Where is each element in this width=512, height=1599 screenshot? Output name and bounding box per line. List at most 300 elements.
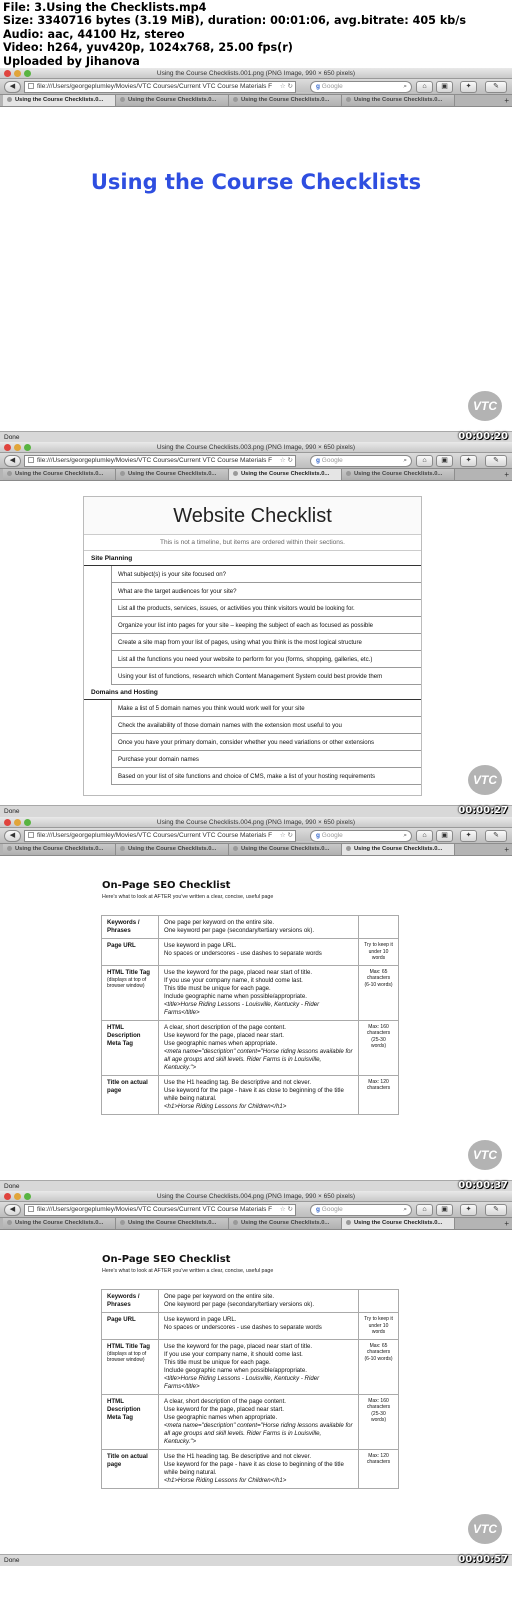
tab-label: Using the Course Checklists.0...	[128, 97, 217, 103]
home-icon: ⌂	[422, 457, 427, 464]
address-bar[interactable]	[24, 455, 296, 467]
seo-row-guidance-cell	[159, 1339, 359, 1394]
seo-row-text-line: <meta name="description" content="Horse riding lessons available for all age groups and skill levels. Rider Farms is in Louisville, Kentucky.">	[164, 1421, 353, 1445]
seo-row-text-line: One keyword per page (secondary/tertiary versions ok).	[164, 927, 315, 934]
status-text: Done	[4, 1183, 20, 1190]
frame-timestamp: 00:00:37	[458, 1180, 508, 1191]
seo-row-limit-cell	[359, 1313, 399, 1340]
seo-row-guidance-cell	[159, 1290, 359, 1313]
seo-row-text-line: If you use your company name, it should come last.	[164, 976, 303, 984]
window-controls	[4, 70, 31, 77]
tab-label: Using the Course Checklists.0...	[354, 471, 443, 477]
checklist-section-heading: Site Planning	[84, 551, 421, 566]
seo-row-limit: Max: 120 characters	[366, 1078, 391, 1091]
seo-row-text-line: Use geographic names when appropriate.	[164, 1413, 278, 1421]
navigation-toolbar	[0, 1202, 512, 1218]
seo-row-guidance-cell	[159, 965, 359, 1020]
table-row	[102, 1290, 399, 1313]
window-titlebar	[0, 442, 512, 453]
home-icon: ⌂	[422, 832, 427, 839]
reload-icon[interactable]: ↻	[287, 1206, 293, 1213]
navigation-toolbar	[0, 79, 512, 95]
seo-checklist-table	[101, 1289, 399, 1489]
seo-checklist-title: On-Page SEO Checklist	[102, 1254, 231, 1265]
address-bar[interactable]	[24, 81, 296, 93]
home-button[interactable]	[416, 830, 433, 842]
tools-icon: ✎	[493, 457, 499, 464]
frame-timestamp: 00:00:27	[458, 805, 508, 816]
seo-row-label: HTML Title Tag	[107, 968, 150, 976]
search-input[interactable]	[310, 81, 412, 93]
home-icon: ⌂	[422, 83, 427, 90]
tab-favicon-icon	[346, 846, 351, 851]
tab-favicon-icon	[233, 97, 238, 102]
zoom-window-button[interactable]	[24, 444, 31, 451]
bookmarks-menu-button[interactable]	[436, 830, 453, 842]
seo-row-label: HTML Description Meta Tag	[107, 1023, 141, 1047]
seo-row-label: Title on actual page	[107, 1078, 148, 1094]
back-arrow-icon: ◀	[9, 832, 16, 839]
address-bar[interactable]	[24, 1204, 296, 1216]
window-controls	[4, 1193, 31, 1200]
seo-row-label-cell	[102, 1339, 159, 1394]
puzzle-icon: ✦	[465, 1206, 472, 1213]
seo-row-limit-cell	[359, 1394, 399, 1449]
address-bar-url: file:///Users/georgeplumley/Movies/VTC Courses/Current VTC Course Materials F	[37, 1206, 273, 1213]
browser-content	[0, 108, 512, 431]
seo-checklist-subtitle: Here's what to look at AFTER you've written a clear, concise, useful page	[102, 1268, 274, 1274]
back-arrow-icon: ◀	[9, 83, 16, 90]
tab-strip	[0, 95, 512, 107]
bookmarks-icon: ▣	[441, 83, 448, 90]
seo-checklist-title: On-Page SEO Checklist	[102, 880, 231, 891]
zoom-window-button[interactable]	[24, 819, 31, 826]
status-text: Done	[4, 1557, 20, 1564]
checklist-item: Using your list of functions, research which Content Management System could best provide them	[111, 668, 421, 685]
file-name: File: 3.Using the Checklists.mp4	[3, 1, 207, 14]
video-info-header	[0, 0, 512, 68]
video-info: Video: h264, yuv420p, 1024x768, 25.00 fps(r)	[3, 41, 293, 55]
browser-tab[interactable]	[229, 844, 342, 855]
seo-row-guidance-cell	[159, 1394, 359, 1449]
tab-label: Using the Course Checklists.0...	[128, 1220, 217, 1226]
close-window-button[interactable]	[4, 70, 11, 77]
checklist-subtitle: This is not a timeline, but items are ordered within their sections.	[84, 535, 421, 551]
browser-tab[interactable]	[229, 1218, 342, 1229]
seo-row-guidance-cell	[159, 1313, 359, 1340]
checklist-section-heading: Domains and Hosting	[84, 685, 421, 700]
seo-row-text-line: Include geographic name when possible/appropriate.	[164, 1366, 307, 1374]
zoom-window-button[interactable]	[24, 70, 31, 77]
new-tab-icon[interactable]: +	[504, 96, 509, 105]
browser-tab[interactable]	[3, 844, 116, 855]
bookmark-star-icon[interactable]: ☆	[279, 1206, 286, 1213]
seo-row-text-line: Use the keyword for the page, placed near start of title.	[164, 968, 313, 976]
seo-row-text-line: Use keyword for the page - have it as close to beginning of the title while being natural.	[164, 1086, 344, 1102]
page-favicon-icon	[28, 457, 34, 463]
checklist-item: Once you have your primary domain, consider whether you need variations or other extensions	[111, 734, 421, 751]
seo-row-limit: Try to keep it under 10 words	[364, 942, 393, 961]
table-row	[102, 965, 399, 1020]
bookmarks-icon: ▣	[441, 832, 448, 839]
seo-row-label: HTML Title Tag	[107, 1342, 150, 1350]
tools-menu-button[interactable]	[485, 455, 507, 467]
page-favicon-icon	[28, 83, 34, 89]
extensions-button[interactable]	[460, 81, 477, 93]
puzzle-icon: ✦	[465, 457, 472, 464]
table-row	[102, 1339, 399, 1394]
table-row	[102, 1449, 399, 1488]
seo-row-text-line: One page per keyword on the entire site.	[164, 919, 275, 926]
tab-favicon-icon	[120, 471, 125, 476]
seo-row-note: (displays at top of browser window)	[107, 976, 147, 989]
tab-label: Using the Course Checklists.0...	[241, 471, 330, 477]
table-row	[102, 1313, 399, 1340]
frame-timestamp: 00:00:20	[458, 431, 508, 442]
address-bar-actions	[280, 831, 293, 841]
table-row	[102, 1020, 399, 1075]
tab-favicon-icon	[233, 1220, 238, 1225]
minimize-window-button[interactable]	[14, 819, 21, 826]
seo-row-text-line: No spaces or underscores - use dashes to separate words	[164, 1324, 322, 1331]
slide-heading: Using the Course Checklists	[90, 170, 422, 194]
tab-strip	[0, 469, 512, 481]
seo-row-limit-cell	[359, 965, 399, 1020]
seo-row-text-line: Use the H1 heading tag. Be descriptive and not clever.	[164, 1078, 312, 1086]
seo-row-label-cell	[102, 1020, 159, 1075]
status-bar	[0, 1554, 512, 1566]
checklist-item: List all the products, services, issues, or activities you think visitors would be looking for.	[111, 600, 421, 617]
table-row	[102, 939, 399, 966]
seo-row-guidance-cell	[159, 1449, 359, 1488]
browser-tab[interactable]	[342, 469, 455, 480]
navigation-toolbar	[0, 828, 512, 844]
table-row	[102, 1394, 399, 1449]
seo-row-limit: Max: 160 characters (25-30 words)	[366, 1023, 391, 1049]
seo-row-text-line: <h1>Horse Riding Lessons for Children</h1>	[164, 1102, 287, 1110]
seo-row-text-line: Use the H1 heading tag. Be descriptive and not clever.	[164, 1452, 312, 1460]
window-title: Using the Course Checklists.001.png (PNG Image, 990 × 650 pixels)	[156, 70, 356, 77]
google-logo-icon: g	[316, 457, 320, 464]
bookmarks-menu-button[interactable]	[436, 81, 453, 93]
search-input[interactable]	[310, 1204, 412, 1216]
tools-icon: ✎	[493, 83, 499, 90]
seo-checklist-subtitle: Here's what to look at AFTER you've written a clear, concise, useful page	[102, 894, 274, 900]
seo-row-label: Keywords / Phrases	[107, 1293, 140, 1308]
google-logo-icon: g	[316, 83, 320, 90]
seo-row-limit-cell	[359, 916, 399, 939]
tools-icon: ✎	[493, 1206, 499, 1213]
seo-row-label: Page URL	[107, 942, 136, 949]
home-button[interactable]	[416, 81, 433, 93]
video-frame	[0, 442, 512, 817]
search-icon[interactable]: ⌕	[403, 457, 407, 464]
seo-row-label-cell	[102, 916, 159, 939]
vtc-logo: VTC	[468, 1514, 502, 1544]
puzzle-icon: ✦	[465, 83, 472, 90]
checklist-title: Website Checklist	[84, 497, 421, 535]
window-titlebar	[0, 1191, 512, 1202]
search-icon[interactable]: ⌕	[403, 832, 407, 839]
seo-row-label: Keywords / Phrases	[107, 919, 140, 934]
tools-menu-button[interactable]	[485, 81, 507, 93]
checklist-item: List all the functions you need your website to perform for you (forms, shopping, galleries, etc.)	[111, 651, 421, 668]
file-size: Size: 3340716 bytes (3.19 MiB), duration: 00:01:06, avg.bitrate: 405 kb/s	[3, 14, 467, 28]
back-button[interactable]	[4, 81, 21, 93]
page-favicon-icon	[28, 832, 34, 838]
close-window-button[interactable]	[4, 1193, 11, 1200]
bookmarks-menu-button[interactable]	[436, 1204, 453, 1216]
tab-label: Using the Course Checklists.0...	[354, 846, 443, 852]
tab-label: Using the Course Checklists.0...	[241, 846, 330, 852]
puzzle-icon: ✦	[465, 832, 472, 839]
bookmark-star-icon[interactable]: ☆	[279, 457, 286, 464]
seo-row-text-line: <meta name="description" content="Horse riding lessons available for all age groups and skill levels. Rider Farms is in Louisville, Kentucky.">	[164, 1047, 353, 1071]
seo-row-limit-cell	[359, 939, 399, 966]
seo-row-text-line: This title must be unique for each page.	[164, 984, 271, 992]
seo-row-guidance-cell	[159, 939, 359, 966]
tab-favicon-icon	[346, 1220, 351, 1225]
seo-row-text-line: <title>Horse Riding Lessons - Louisville, Kentucky - Rider Farms</title>	[164, 1000, 320, 1016]
seo-row-label-cell	[102, 1313, 159, 1340]
seo-row-guidance-cell	[159, 1075, 359, 1114]
seo-row-limit-cell	[359, 1020, 399, 1075]
zoom-window-button[interactable]	[24, 1193, 31, 1200]
home-icon: ⌂	[422, 1206, 427, 1213]
browser-tab[interactable]	[3, 95, 116, 106]
browser-tab[interactable]	[229, 95, 342, 106]
browser-tab[interactable]	[229, 469, 342, 480]
back-button[interactable]	[4, 1204, 21, 1216]
window-title: Using the Course Checklists.003.png (PNG Image, 990 × 650 pixels)	[156, 444, 356, 451]
seo-row-limit: Try to keep it under 10 words	[364, 1316, 393, 1335]
tools-menu-button[interactable]	[485, 830, 507, 842]
seo-row-label-cell	[102, 1290, 159, 1313]
audio-info: Audio: aac, 44100 Hz, stereo	[3, 27, 185, 41]
minimize-window-button[interactable]	[14, 1193, 21, 1200]
window-title: Using the Course Checklists.004.png (PNG Image, 990 × 650 pixels)	[156, 1193, 356, 1200]
seo-row-text-line: One keyword per page (secondary/tertiary versions ok).	[164, 1301, 315, 1308]
seo-row-note: (displays at top of browser window)	[107, 1350, 147, 1363]
close-window-button[interactable]	[4, 444, 11, 451]
back-arrow-icon: ◀	[9, 457, 16, 464]
google-logo-icon: g	[316, 1206, 320, 1213]
browser-tab[interactable]	[116, 95, 229, 106]
checklist-item: Organize your list into pages for your site – keeping the subject of each as focused as possible	[111, 617, 421, 634]
checklist-item: Make a list of 5 domain names you think would work well for your site	[111, 700, 421, 717]
seo-row-text-line: If you use your company name, it should come last.	[164, 1350, 303, 1358]
table-row	[102, 916, 399, 939]
browser-content	[0, 482, 512, 805]
window-titlebar	[0, 817, 512, 828]
seo-row-label-cell	[102, 1394, 159, 1449]
tab-favicon-icon	[120, 846, 125, 851]
extensions-button[interactable]	[460, 455, 477, 467]
reload-icon[interactable]: ↻	[287, 832, 293, 839]
seo-row-text-line: Use keyword in page URL.	[164, 942, 237, 949]
video-frame	[0, 817, 512, 1192]
seo-row-text-line: A clear, short description of the page content.	[164, 1023, 286, 1031]
tab-favicon-icon	[7, 471, 12, 476]
window-titlebar	[0, 68, 512, 79]
frame-timestamp: 00:00:57	[458, 1554, 508, 1565]
new-tab-icon[interactable]: +	[504, 1219, 509, 1228]
minimize-window-button[interactable]	[14, 70, 21, 77]
tab-label: Using the Course Checklists.0...	[354, 1220, 443, 1226]
browser-content	[0, 1231, 512, 1554]
checklist-item: Based on your list of site functions and choice of CMS, make a list of your hosting requirements	[111, 768, 421, 785]
tab-label: Using the Course Checklists.0...	[15, 846, 104, 852]
page-favicon-icon	[28, 1206, 34, 1212]
tab-favicon-icon	[7, 846, 12, 851]
address-bar[interactable]	[24, 830, 296, 842]
home-button[interactable]	[416, 1204, 433, 1216]
tab-favicon-icon	[233, 846, 238, 851]
reload-icon[interactable]: ↻	[287, 457, 293, 464]
checklist-item: What are the target audiences for your site?	[111, 583, 421, 600]
table-row	[102, 1075, 399, 1114]
extensions-button[interactable]	[460, 1204, 477, 1216]
reload-icon[interactable]: ↻	[287, 83, 293, 90]
seo-row-limit: Max: 65 characters (6-10 words)	[364, 968, 393, 988]
browser-tab[interactable]	[116, 844, 229, 855]
video-frame	[0, 1191, 512, 1566]
search-placeholder: Google	[321, 1206, 343, 1213]
bookmarks-icon: ▣	[441, 1206, 448, 1213]
search-placeholder: Google	[321, 83, 343, 90]
minimize-window-button[interactable]	[14, 444, 21, 451]
seo-row-guidance-cell	[159, 916, 359, 939]
tools-icon: ✎	[493, 832, 499, 839]
checklist-item: Purchase your domain names	[111, 751, 421, 768]
home-button[interactable]	[416, 455, 433, 467]
seo-row-text-line: One page per keyword on the entire site.	[164, 1293, 275, 1300]
browser-tab[interactable]	[342, 844, 455, 855]
seo-row-label-cell	[102, 1075, 159, 1114]
bookmark-star-icon[interactable]: ☆	[279, 832, 286, 839]
seo-row-text-line: <title>Horse Riding Lessons - Louisville, Kentucky - Rider Farms</title>	[164, 1374, 320, 1390]
status-bar	[0, 805, 512, 817]
address-bar-url: file:///Users/georgeplumley/Movies/VTC Courses/Current VTC Course Materials F	[37, 83, 273, 90]
close-window-button[interactable]	[4, 819, 11, 826]
browser-tab[interactable]	[3, 1218, 116, 1229]
back-button[interactable]	[4, 830, 21, 842]
seo-row-text-line: Use keyword for the page, placed near start.	[164, 1031, 284, 1039]
seo-row-limit-cell	[359, 1290, 399, 1313]
vtc-logo: VTC	[468, 391, 502, 421]
back-arrow-icon: ◀	[9, 1206, 16, 1213]
tab-favicon-icon	[346, 97, 351, 102]
address-bar-url: file:///Users/georgeplumley/Movies/VTC Courses/Current VTC Course Materials F	[37, 457, 273, 464]
seo-row-label-cell	[102, 1449, 159, 1488]
search-icon[interactable]: ⌕	[403, 1206, 407, 1213]
browser-tab[interactable]	[342, 95, 455, 106]
search-input[interactable]	[310, 455, 412, 467]
search-input[interactable]	[310, 830, 412, 842]
browser-content	[0, 857, 512, 1180]
seo-row-label: Page URL	[107, 1316, 136, 1323]
bookmark-star-icon[interactable]: ☆	[279, 83, 286, 90]
tab-favicon-icon	[7, 1220, 12, 1225]
tab-favicon-icon	[120, 1220, 125, 1225]
tab-label: Using the Course Checklists.0...	[128, 846, 217, 852]
seo-row-limit-cell	[359, 1339, 399, 1394]
seo-row-limit-cell	[359, 1449, 399, 1488]
tab-favicon-icon	[120, 97, 125, 102]
window-controls	[4, 819, 31, 826]
seo-row-limit-cell	[359, 1075, 399, 1114]
tab-strip	[0, 844, 512, 856]
seo-row-text-line: Use keyword for the page, placed near start.	[164, 1405, 284, 1413]
tab-label: Using the Course Checklists.0...	[241, 1220, 330, 1226]
tab-favicon-icon	[7, 97, 12, 102]
window-title: Using the Course Checklists.004.png (PNG Image, 990 × 650 pixels)	[156, 819, 356, 826]
seo-row-text-line: Include geographic name when possible/appropriate.	[164, 992, 307, 1000]
seo-row-label-cell	[102, 965, 159, 1020]
tab-label: Using the Course Checklists.0...	[15, 471, 104, 477]
status-text: Done	[4, 434, 20, 441]
search-placeholder: Google	[321, 832, 343, 839]
bookmarks-menu-button[interactable]	[436, 455, 453, 467]
tools-menu-button[interactable]	[485, 1204, 507, 1216]
browser-tab[interactable]	[342, 1218, 455, 1229]
tab-strip	[0, 1218, 512, 1230]
search-placeholder: Google	[321, 457, 343, 464]
tab-label: Using the Course Checklists.0...	[128, 471, 217, 477]
google-logo-icon: g	[316, 832, 320, 839]
seo-row-label: Title on actual page	[107, 1452, 148, 1468]
window-controls	[4, 444, 31, 451]
seo-row-label: HTML Description Meta Tag	[107, 1397, 141, 1421]
seo-checklist-table	[101, 915, 399, 1115]
browser-tab[interactable]	[3, 469, 116, 480]
tab-favicon-icon	[233, 471, 238, 476]
tab-label: Using the Course Checklists.0...	[15, 97, 104, 103]
seo-row-text-line: <h1>Horse Riding Lessons for Children</h1>	[164, 1476, 287, 1484]
new-tab-icon[interactable]: +	[504, 845, 509, 854]
seo-row-limit: Max: 160 characters (25-30 words)	[366, 1397, 391, 1423]
new-tab-icon[interactable]: +	[504, 470, 509, 479]
tab-favicon-icon	[346, 471, 351, 476]
tab-label: Using the Course Checklists.0...	[15, 1220, 104, 1226]
vtc-logo: VTC	[468, 1140, 502, 1170]
back-button[interactable]	[4, 455, 21, 467]
search-icon[interactable]: ⌕	[403, 83, 407, 90]
extensions-button[interactable]	[460, 830, 477, 842]
seo-row-text-line: Use keyword for the page - have it as close to beginning of the title while being natural.	[164, 1460, 344, 1476]
video-frame	[0, 68, 512, 443]
checklist-item: Create a site map from your list of pages, using what you think is the most logical structure	[111, 634, 421, 651]
address-bar-actions	[280, 456, 293, 466]
website-checklist	[83, 496, 422, 796]
seo-row-text-line: Use the keyword for the page, placed near start of title.	[164, 1342, 313, 1350]
status-text: Done	[4, 808, 20, 815]
seo-row-text-line: No spaces or underscores - use dashes to separate words	[164, 950, 322, 957]
tab-label: Using the Course Checklists.0...	[354, 97, 443, 103]
browser-tab[interactable]	[116, 469, 229, 480]
navigation-toolbar	[0, 453, 512, 469]
address-bar-url: file:///Users/georgeplumley/Movies/VTC Courses/Current VTC Course Materials F	[37, 832, 273, 839]
browser-tab[interactable]	[116, 1218, 229, 1229]
seo-row-text-line: Use keyword in page URL.	[164, 1316, 237, 1323]
tab-label: Using the Course Checklists.0...	[241, 97, 330, 103]
vtc-logo: VTC	[468, 765, 502, 795]
seo-row-limit: Max: 65 characters (6-10 words)	[364, 1342, 393, 1362]
seo-row-text-line: Use geographic names when appropriate.	[164, 1039, 278, 1047]
bookmarks-icon: ▣	[441, 457, 448, 464]
address-bar-actions	[280, 1205, 293, 1215]
seo-row-limit: Max: 120 characters	[366, 1452, 391, 1465]
